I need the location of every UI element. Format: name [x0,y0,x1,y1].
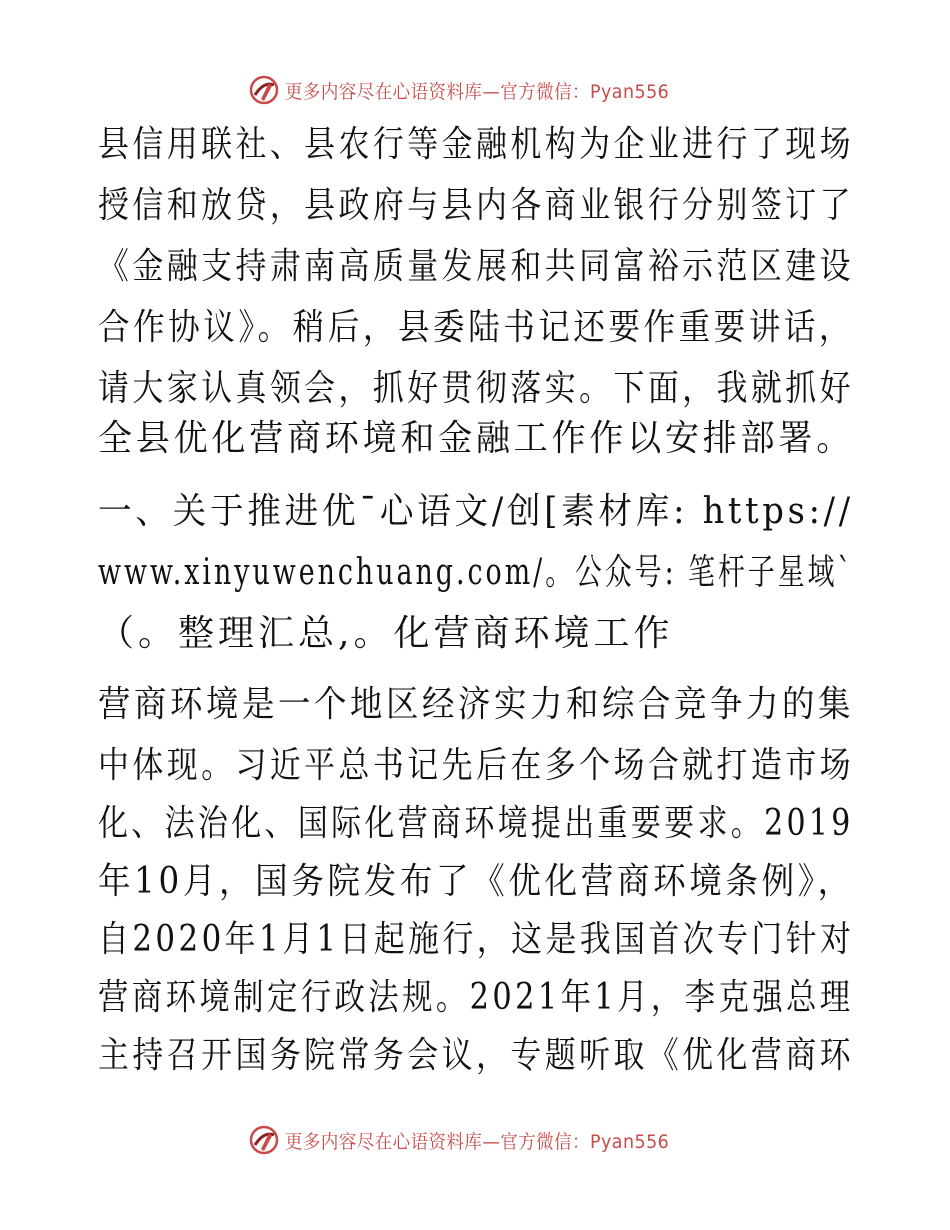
watermark-footer [0,1120,950,1160]
watermark-header [0,70,950,110]
section-heading: 一、关于推进优¯心语文/创[素材库: https:// [98,491,854,532]
text-line: 合作协议》。稍后，县委陆书记还要作重要讲话， [98,307,855,348]
text-line: 营商环境制定行政法规。2021年1月，李克强总理 [98,977,854,1018]
text-line: www.xinyuwenchuang.com/。公众号: 笔杆子星域` [98,552,854,593]
watermark-text: 更多内容尽在心语资料库—官方微信：Pyan556 [285,1130,670,1153]
text-line: 年10月，国务院发布了《优化营商环境条例》， [98,861,854,902]
text-line: 中体现。习近平总书记先后在多个场合就打造市场 [98,745,855,786]
text-line: 请大家认真领会，抓好贯彻落实。下面，我就抓好 [98,368,855,409]
text-line: 营商环境是一个地区经济实力和综合竞争力的集 [98,684,855,725]
watermark-text: 更多内容尽在心语资料库—官方微信：Pyan556 [285,80,670,103]
pen-nib-swirl-logo-icon [247,1123,281,1157]
pen-nib-swirl-logo-icon [247,73,281,107]
text-line: 《金融支持肃南高质量发展和共同富裕示范区建设 [98,246,855,287]
text-line: 授信和放贷，县政府与县内各商业银行分别签订了 [98,185,855,226]
text-line: 全县优化营商环境和金融工作作以安排部署。 [98,418,855,459]
text-line: 化、法治化、国际化营商环境提出重要要求。2019 [98,803,854,844]
text-line: 县信用联社、县农行等金融机构为企业进行了现场 [98,124,855,165]
text-line: 自2020年1月1日起施行，这是我国首次专门针对 [98,919,855,960]
text-line: （。整理汇总,。化营商环境工作 [98,613,674,654]
text-line: 主持召开国务院常务会议，专题听取《优化营商环 [98,1035,855,1076]
